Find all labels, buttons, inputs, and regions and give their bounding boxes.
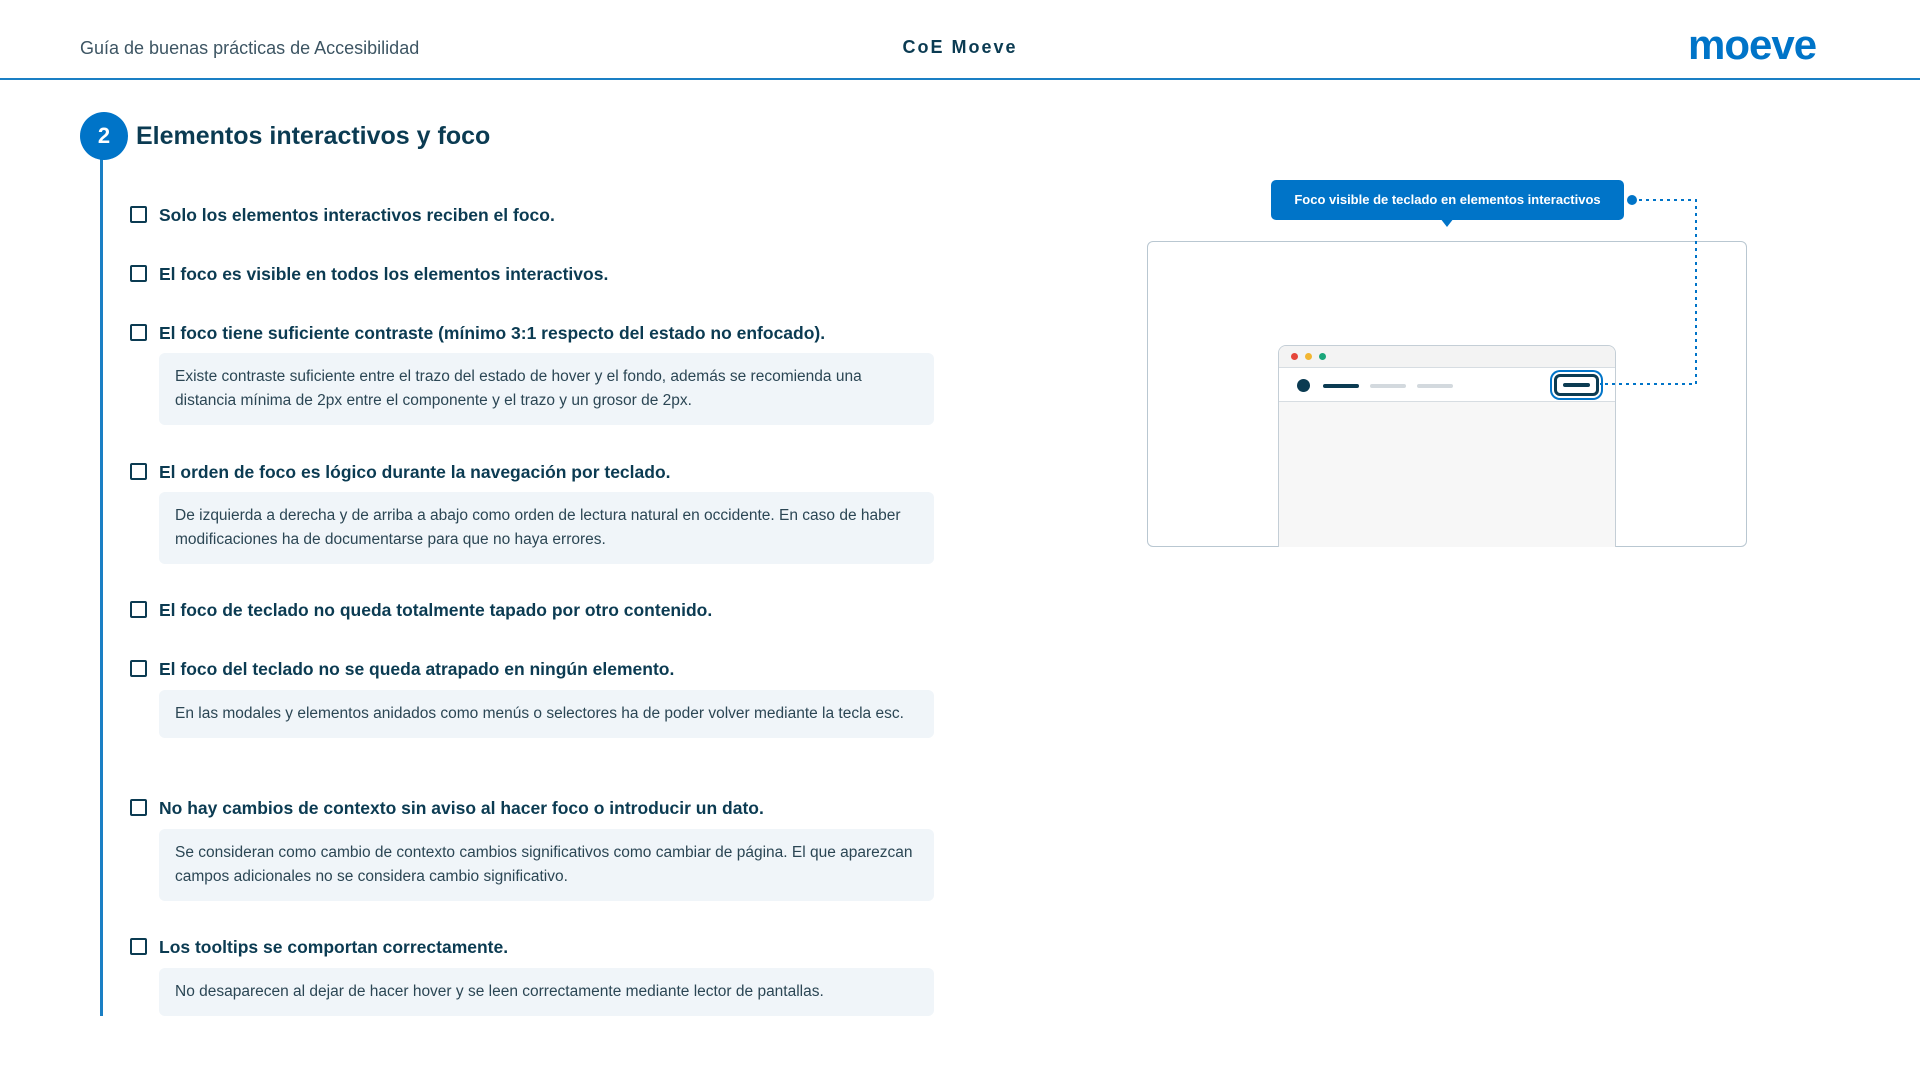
moeve-logo: moeve [1688,21,1817,68]
browser-title-bar [1279,346,1615,368]
checkbox[interactable] [130,463,147,480]
checklist-item-note: Existe contraste suficiente entre el trazo del estado de hover y el fondo, además se recomienda una distancia mínima de 2px entre el componente y el trazo y un grosor de 2px. [159,353,934,425]
nav-link [1370,384,1406,388]
checkbox[interactable] [130,938,147,955]
checklist-item-label: No hay cambios de contexto sin aviso al hacer foco o introducir un dato. [159,798,764,818]
checkbox[interactable] [130,660,147,677]
checklist-item-note: Se consideran como cambio de contexto cambios significativos como cambiar de página. El que aparezcan campos adicionales no se considera cambio significativo. [159,829,934,901]
focus-tooltip: Foco visible de teclado en elementos interactivos [1271,180,1624,220]
checklist-item-label: El foco es visible en todos los elementos interactivos. [159,264,609,284]
browser-mockup [1278,345,1616,547]
checkbox[interactable] [130,324,147,341]
checklist-item-label: El foco de teclado no queda totalmente tapado por otro contenido. [159,600,713,620]
checklist-item-label: Solo los elementos interactivos reciben el foco. [159,205,555,225]
browser-nav-bar [1279,368,1615,402]
page-header [0,0,1920,80]
guide-title: Guía de buenas prácticas de Accesibilidad [80,38,420,58]
checkbox[interactable] [130,799,147,816]
checklist-item-note: No desaparecen al dejar de hacer hover y se leen correctamente mediante lector de pantallas. [159,968,934,1016]
checkbox[interactable] [130,265,147,282]
checklist-item-label: El foco tiene suficiente contraste (mínimo 3:1 respecto del estado no enfocado). [159,323,826,343]
checkbox[interactable] [130,601,147,618]
checklist-item-label: El foco del teclado no se queda atrapado en ningún elemento. [159,659,675,679]
window-close-dot-icon [1291,353,1298,360]
checklist-item-note: De izquierda a derecha y de arriba a abajo como orden de lectura natural en occidente. En caso de haber modificaciones ha de documentarse para que no haya errores. [159,492,934,564]
checkbox[interactable] [130,206,147,223]
tooltip-arrow-icon [1440,218,1454,227]
section-title: Elementos interactivos y foco [136,122,491,150]
center-title: CoE Moeve [902,37,1018,57]
checklist-item-label: El orden de foco es lógico durante la navegación por teclado. [159,462,671,482]
checklist-item-label: Los tooltips se comportan correctamente. [159,937,509,957]
checklist-item-note: En las modales y elementos anidados como menús o selectores ha de poder volver mediante la tecla esc. [159,690,934,738]
nav-link-active [1323,384,1359,388]
window-maximize-dot-icon [1319,353,1326,360]
section-number-badge: 2 [80,112,128,160]
section-timeline-line [100,150,103,1016]
window-minimize-dot-icon [1305,353,1312,360]
nav-link [1417,384,1453,388]
nav-logo-icon [1297,379,1310,392]
focused-button [1554,374,1599,396]
